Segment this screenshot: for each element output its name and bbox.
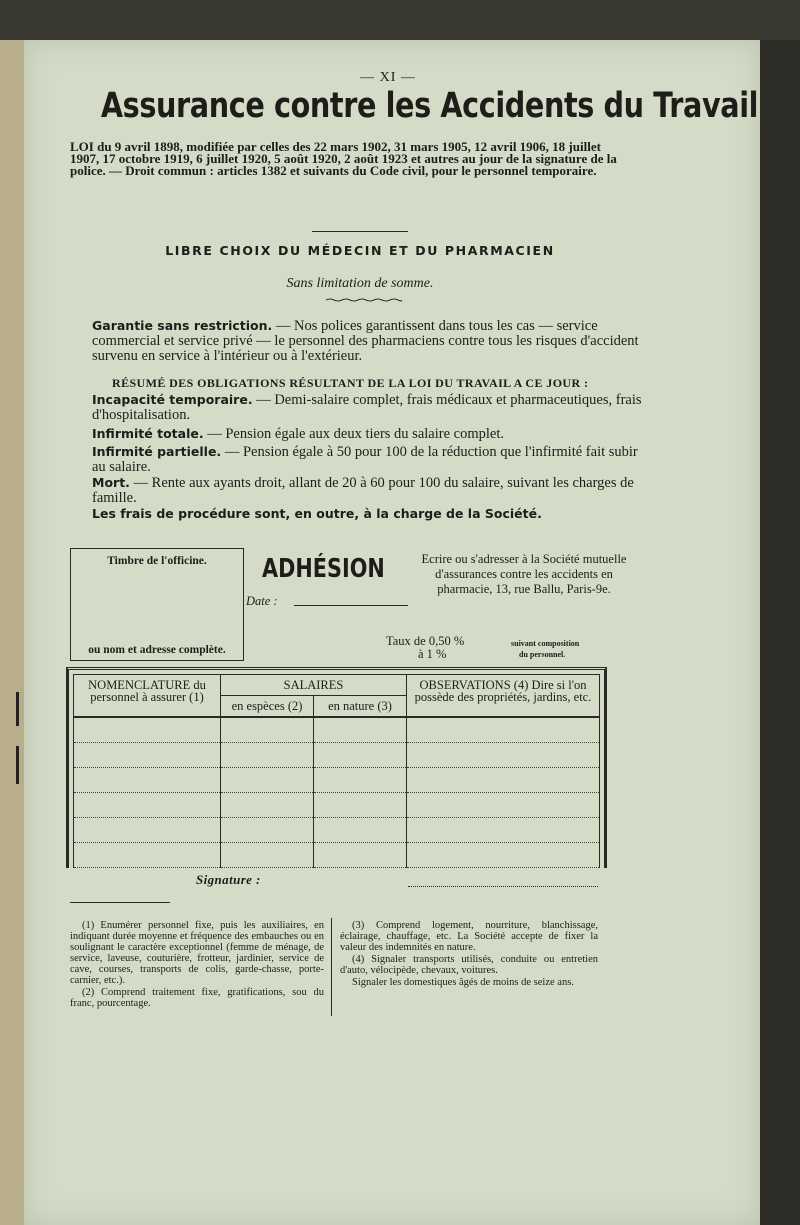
table-cell[interactable] [314,743,407,768]
spine-mark [16,692,19,726]
table-cell[interactable] [314,717,407,743]
table-cell[interactable] [74,717,221,743]
wavy-divider [326,298,402,302]
table-cell[interactable] [314,843,407,868]
col-especes: en espèces (2) [221,696,314,718]
signature-field[interactable] [408,886,598,887]
footnote-rule [70,902,170,903]
table-cell[interactable] [221,843,314,868]
footnote: (4) Signaler transports utilisés, conduite ou entretien d'auto, vélocipède, chevaux, voitures. [340,954,598,976]
garantie-lead: Garantie sans restriction. [92,318,273,333]
table-row [74,793,600,818]
table-cell[interactable] [221,818,314,843]
col-salaires: SALAIRES [221,675,407,696]
table-row [74,717,600,743]
resume-heading: RÉSUMÉ DES OBLIGATIONS RÉSULTANT DE LA LOI DU TRAVAIL A CE JOUR : [112,376,589,390]
table-cell[interactable] [407,768,600,793]
garantie-text: — Nos polices garantissent dans tous les cas — service commercial et service privé — le personnel des pharmaciens contre tous les risques d'accident survenu en service à l'intérieur ou à l'extérieur. [92,318,639,364]
frais-paragraph: Les frais de procédure sont, en outre, à la charge de la Société. [92,506,542,521]
obligation-text: — Rente aux ayants droit, allant de 20 à 60 pour 100 du salaire, suivant les charges de famille. [92,475,634,506]
col-nomenclature: NOMENCLATURE du personnel à assurer (1) [74,675,221,718]
page-title: Assurance contre les Accidents du Travail [100,86,759,126]
table-cell[interactable] [74,843,221,868]
signature-label: Signature : [196,872,261,887]
table-cell[interactable] [314,818,407,843]
taux-note [511,638,611,660]
personnel-table-frame [66,667,607,868]
table-cell[interactable] [407,743,600,768]
taux-block [386,635,506,661]
divider [312,231,408,232]
obligation-item [92,426,652,442]
personnel-table [73,674,600,868]
table-cell[interactable] [407,843,600,868]
table-cell[interactable] [407,818,600,843]
table-cell[interactable] [221,793,314,818]
law-text: LOI du 9 avril 1898, modifiée par celles des 22 mars 1902, 31 mars 1905, 12 avril 1906, 18 juillet 1907, 17 octobre 1919, 6 juillet 1920, 5 août 1920, 2 août 1923 et autres au jour de la signature de la police. — Droit commun : articles 1382 et suivants du Code civil, pour le personnel temporaire. [70,139,617,178]
table-cell[interactable] [221,717,314,743]
page-number: — XI — [360,70,416,85]
obligation-lead: Infirmité totale. [92,426,204,441]
table-cell[interactable] [221,768,314,793]
table-cell[interactable] [221,743,314,768]
table-cell[interactable] [74,743,221,768]
table-row [74,818,600,843]
obligation-lead: Mort. [92,475,130,490]
obligation-item [92,444,652,475]
table-row [74,743,600,768]
timbre-box[interactable] [70,548,244,661]
table-cell[interactable] [407,717,600,743]
table-cell[interactable] [74,818,221,843]
table-row [74,843,600,868]
obligation-item [92,475,652,506]
date-label: Date : [246,594,278,608]
page-edge [760,40,800,1225]
garantie-paragraph [92,318,652,364]
taux-note-line-1: suivant composition [511,639,580,648]
footnote-divider [331,918,332,1016]
table-cell[interactable] [407,793,600,818]
table-row [74,768,600,793]
obligation-text: — Pension égale à 50 pour 100 de la réduction que l'infirmité fait subir au salaire. [92,444,638,475]
table-cell[interactable] [314,768,407,793]
obligation-lead: Infirmité partielle. [92,444,222,459]
book-spine [0,40,25,1225]
adhesion-heading: ADHÉSION [262,554,385,584]
table-cell[interactable] [314,793,407,818]
obligation-item [92,392,652,423]
footnotes-left [70,920,324,1010]
footnote: Signaler les domestiques âgés de moins de seize ans. [352,977,574,988]
col-observations: OBSERVATIONS (4) Dire si l'on possède des propriétés, jardins, etc. [407,675,600,718]
spine-mark [16,746,19,784]
obligation-text: — Demi-salaire complet, frais médicaux et pharmaceutiques, frais d'hospitalisation. [92,392,642,423]
sans-limitation: Sans limitation de somme. [286,276,434,291]
taux-line-1: Taux de 0,50 % [386,634,465,648]
footnote: (2) Comprend traitement fixe, gratifications, sou du franc, pourcentage. [70,987,324,1009]
taux-line-2: à 1 % [418,647,447,661]
footnote: (1) Enumérer personnel fixe, puis les auxiliaires, en indiquant durée moyenne et fréquence des embauches ou en soulignant le caractère exceptionnel (femme de ménage, de service, laveuse, couturière, frotteur, jardinier, service de cave, courses, transports de colis, garde-chasse, porte-carnier, etc.). [70,920,324,986]
footnotes-right [340,920,598,989]
subheading: LIBRE CHOIX DU MÉDECIN ET DU PHARMACIEN [165,243,555,258]
obligation-lead: Incapacité temporaire. [92,392,253,407]
date-field[interactable] [294,605,408,606]
taux-note-line-2: du personnel. [519,650,566,659]
address-label: ou nom et adresse complète. [88,644,226,656]
col-nature: en nature (3) [314,696,407,718]
footnote: (3) Comprend logement, nourriture, blanchissage, éclairage, chauffage, etc. La Société accepte de fixer la valeur des indemnités en nature. [340,920,598,953]
contact-address: Ecrire ou s'adresser à la Société mutuelle d'assurances contre les accidents en pharmacie, 13, rue Ballu, Paris-9e. [421,552,627,596]
obligation-text: — Pension égale aux deux tiers du salaire complet. [203,426,504,442]
timbre-label: Timbre de l'officine. [107,555,207,567]
table-cell[interactable] [74,768,221,793]
table-cell[interactable] [74,793,221,818]
